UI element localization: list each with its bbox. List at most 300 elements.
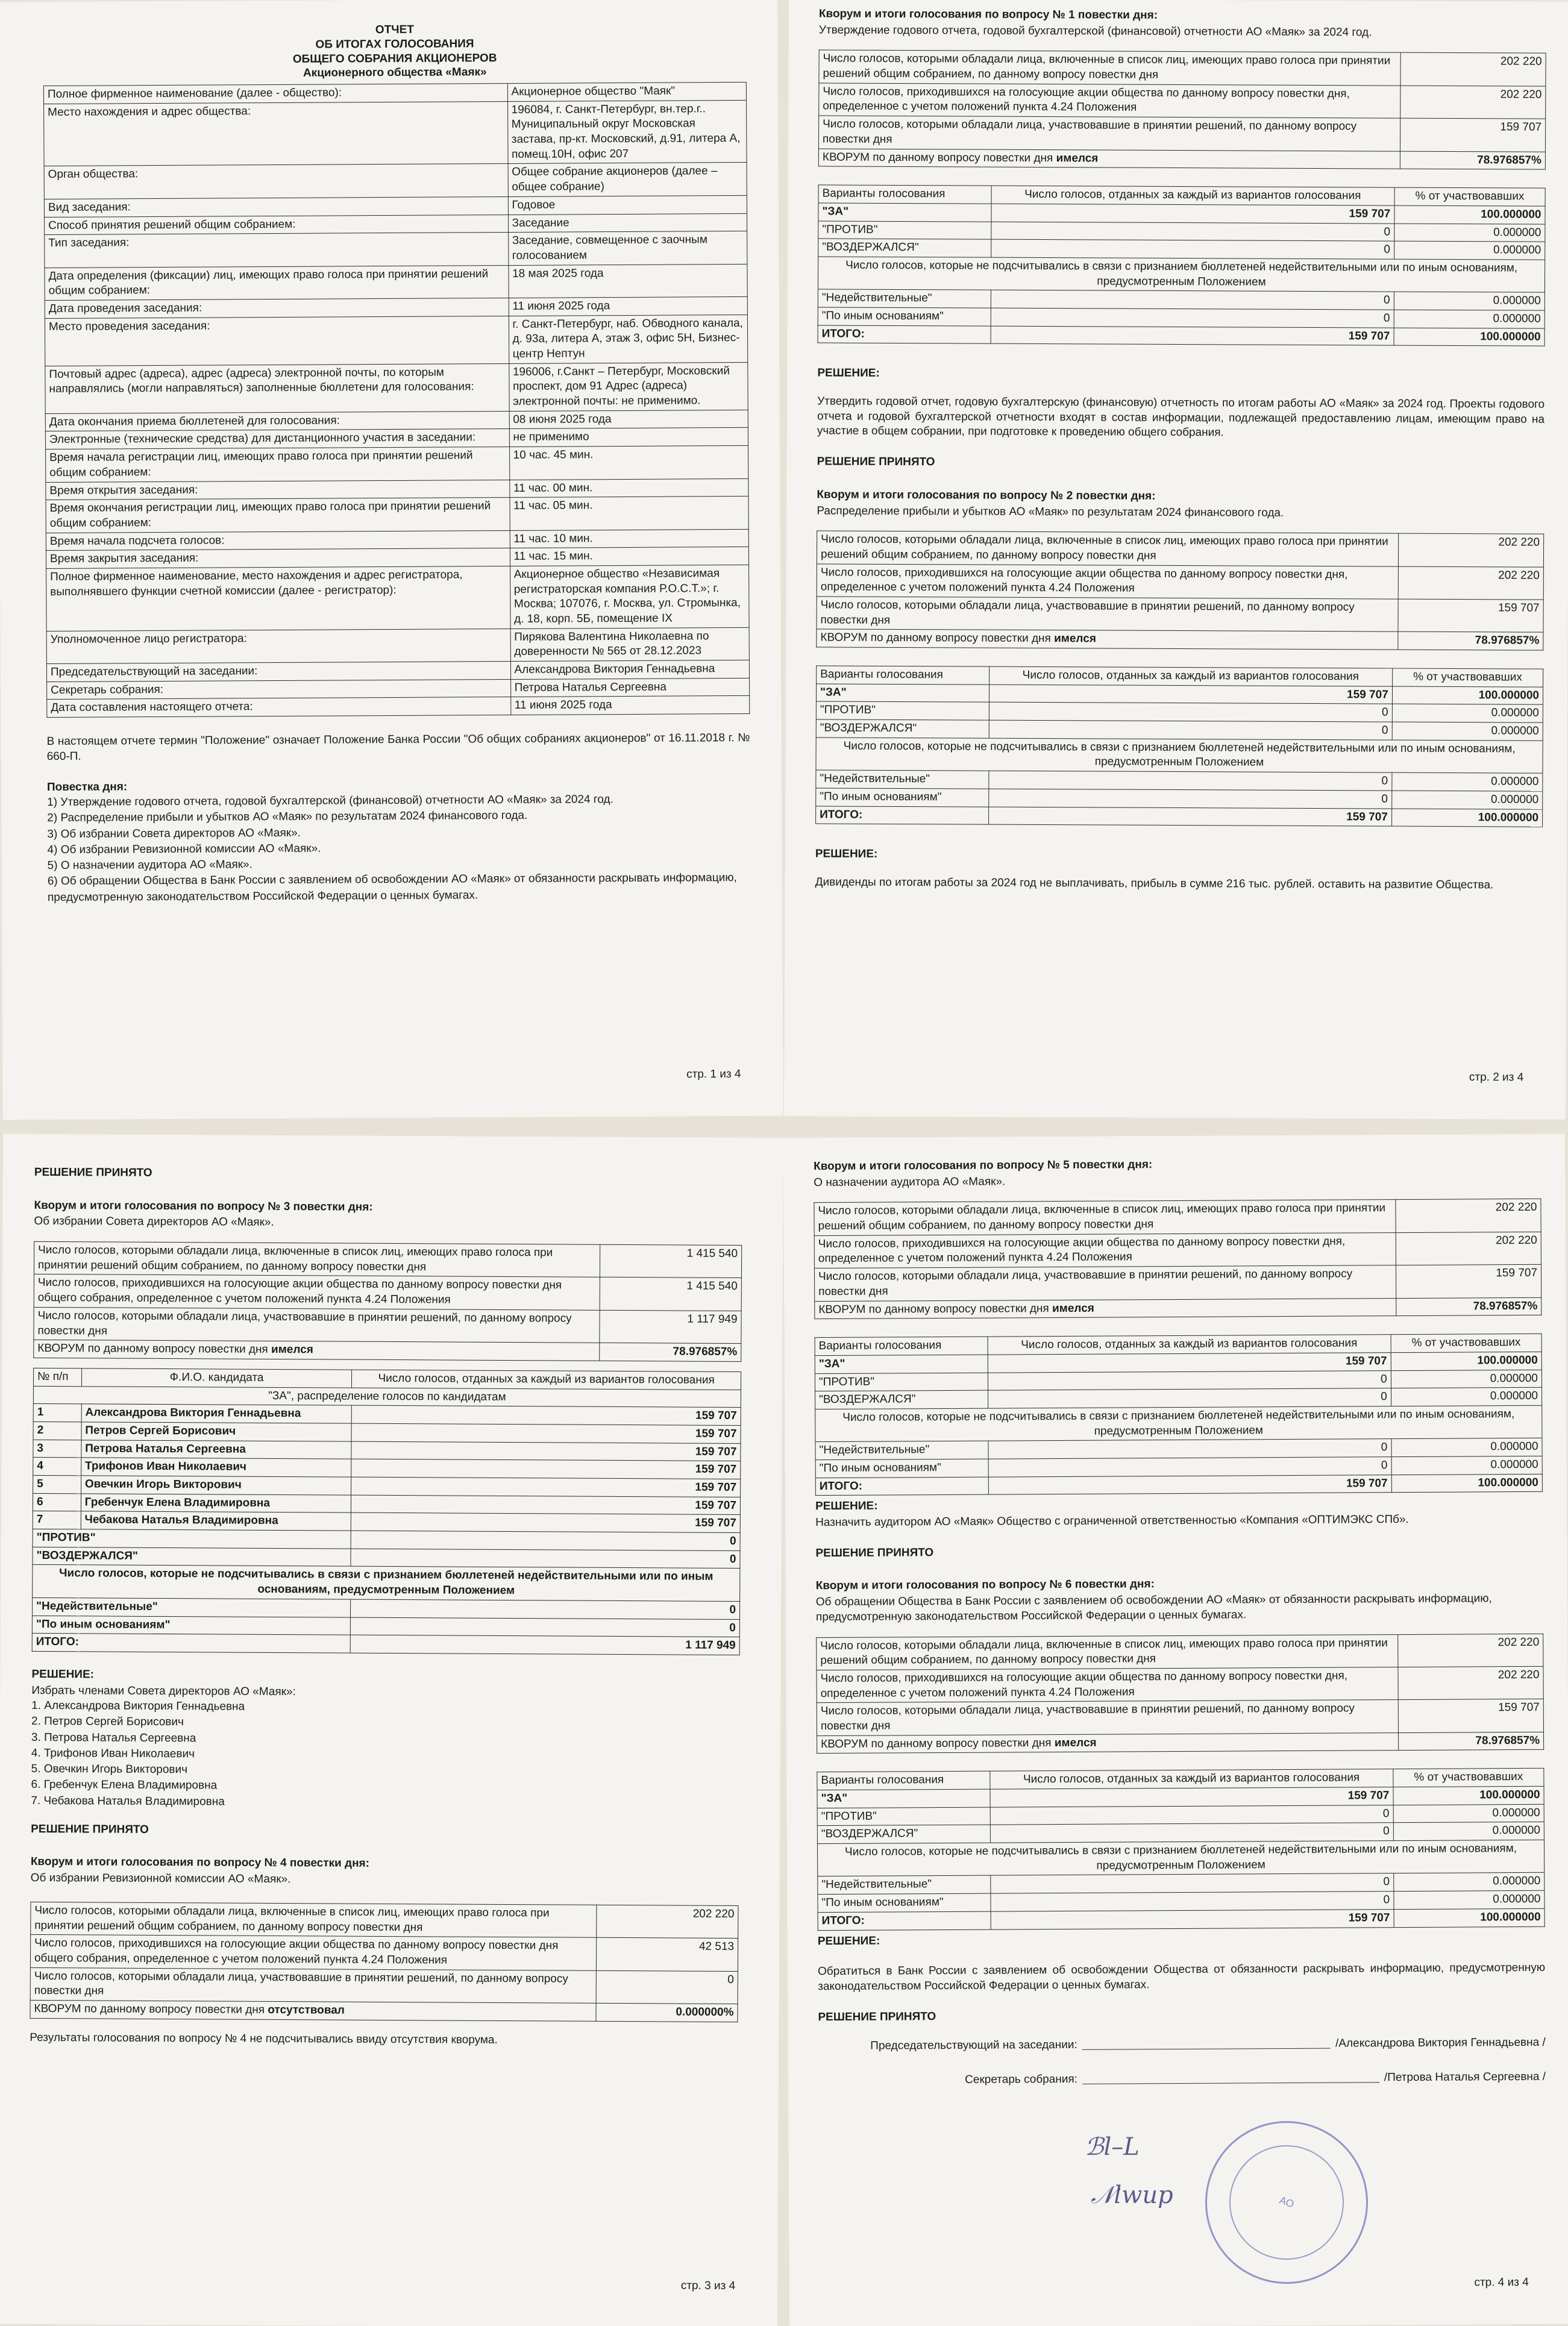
vote-count: 0: [351, 1599, 740, 1619]
info-row: [46, 627, 749, 663]
q1-decision: Утвердить годовой отчет, годовую бухгалтерскую (финансовую) отчетность по итогам работы АО «Маяк» за 2024 год. Проекты годового отчета и годовой бухгалтерской отчетности входят в состав информации, подлежащей предоставлению лицам, имеющим право на участие в общем собрании, при подготовке к проведению общего собрания.: [817, 395, 1545, 439]
vote-percent: 0.000000: [1394, 224, 1545, 242]
candidate-num: 5: [33, 1475, 81, 1493]
info-value: Акционерное общество «Независимая регистраторская компания Р.О.С.Т.»; г. Москва; 107076, г. Москва, ул. Стромынка, д. 18, корп. 5Б, помещение IX: [510, 565, 749, 629]
quorum-value: 159 707: [1398, 1699, 1543, 1733]
vote-option: "ЗА": [817, 1789, 990, 1808]
quorum-percent: 78.976857%: [1396, 1297, 1541, 1316]
header-count: Число голосов, отданных за каждый из вариантов голосования: [989, 1769, 1393, 1789]
vote-option: "По иным основаниям": [818, 307, 991, 326]
q3-title: Кворум и итоги голосования по вопросу № 3 повестки дня:: [34, 1199, 373, 1214]
q5-decision-label: РЕШЕНИЕ:: [815, 1499, 878, 1513]
vote-percent: 0.000000: [1394, 310, 1544, 328]
quorum-label: Число голосов, приходившихся на голосующие акции общества по данному вопросу повестки дня, определенное с учетом положений пункта 4.24 Положения: [817, 563, 1398, 599]
quorum-label: Число голосов, которыми обладали лица, участвовавшие в принятии решений, по данному вопросу повестки дня: [34, 1307, 600, 1343]
not-counted-label: Число голосов, которые не подсчитывались в связи с признанием бюллетеней недействительными или по иным основаниям, предусмотренным Положением: [817, 1840, 1544, 1876]
info-label: Электронные (технические средства) для дистанционного участия в заседании:: [45, 429, 509, 450]
info-value: г. Санкт-Петербург, наб. Обводного канала, д. 93а, литера А, этаж 3, офис 5Н, Бизнес-центр Нептун: [509, 315, 748, 363]
vote-percent: 0.000000: [1394, 1890, 1544, 1909]
info-label: Дата проведения заседания:: [45, 298, 509, 318]
page-number: стр. 1 из 4: [686, 1068, 741, 1081]
vote-row: [815, 1474, 1542, 1496]
vote-option: "По иным основаниям": [815, 1459, 988, 1478]
candidate-votes: 159 707: [351, 1513, 740, 1533]
quorum-value: 202 220: [1398, 566, 1543, 600]
vote-count: 0: [991, 239, 1394, 259]
candidate-votes: 159 707: [351, 1441, 741, 1461]
report-title: ОТЧЕТ ОБ ИТОГАХ ГОЛОСОВАНИЯ ОБЩЕГО СОБРАНИЯ АКЦИОНЕРОВ Акционерного общества «Маяк»: [292, 23, 497, 80]
info-value: 196006, г.Санкт – Петербург, Московский проспект, дом 91 Адрес (адреса) электронной почты: не применимо.: [509, 362, 748, 411]
info-label: Тип заседания:: [45, 233, 509, 268]
chair-name: /Александрова Виктория Геннадьевна /: [1335, 2036, 1546, 2050]
elected-member: 7. Чебакова Наталья Владимировна: [31, 1794, 225, 1808]
vote-count: 0: [988, 1388, 1391, 1408]
agenda-item: 6) Об обращении Общества в Банк России с заявлением об освобождении АО «Маяк» от обязанности раскрывать информацию, предусмотренную законодательством Российской Федерации о ценных бумагах.: [47, 871, 737, 904]
quorum-row: [34, 1307, 741, 1344]
info-value: Александрова Виктория Геннадьевна: [510, 660, 750, 679]
vote-count: 0: [991, 308, 1394, 328]
vote-option: "ПРОТИВ": [818, 221, 991, 239]
secretary-signature-line: [1082, 2071, 1379, 2084]
vote-percent: 0.000000: [1391, 1388, 1541, 1406]
vote-option: "Недействительные": [818, 1876, 991, 1895]
quorum-table: [816, 1633, 1544, 1754]
votes-table: [815, 1334, 1543, 1496]
not-counted-row: [816, 738, 1543, 774]
vote-percent: 0.000000: [1394, 241, 1544, 260]
q5-decision: Назначить аудитором АО «Маяк» Общество с ограниченной ответственностью «Компания «ОПТИМЭКС СПб».: [815, 1513, 1409, 1529]
vote-percent: 100.000000: [1393, 1786, 1544, 1805]
vote-option: "ПРОТИВ": [815, 1373, 988, 1391]
quorum-row: [817, 1666, 1543, 1703]
page-number: стр. 3 из 4: [680, 2279, 736, 2293]
quorum-label: [30, 2000, 596, 2021]
vote-count: 0: [989, 720, 1392, 740]
quorum-total-row: [34, 1340, 741, 1362]
agenda-item: 5) О назначении аудитора АО «Маяк».: [47, 858, 252, 873]
quorum-prefix: КВОРУМ по данному вопросу повестки дня: [822, 150, 1053, 165]
q5-subtitle: О назначении аудитора АО «Маяк».: [814, 1175, 1006, 1189]
quorum-row: [817, 1634, 1543, 1670]
vote-option: "ВОЗДЕРЖАЛСЯ": [817, 1825, 990, 1844]
header-num: № п/п: [33, 1368, 81, 1386]
spacer: [814, 1319, 1541, 1334]
quorum-table: [816, 531, 1544, 651]
vote-count: 159 707: [991, 326, 1394, 346]
agenda-list: [47, 791, 751, 906]
info-label: Время окончания регистрации лиц, имеющих право голоса при принятии решений общим собранием:: [46, 498, 510, 533]
quorum-status: имелся: [1056, 151, 1099, 165]
q4-quorum: [30, 1902, 738, 2022]
vote-option: "ВОЗДЕРЖАЛСЯ": [33, 1547, 351, 1566]
info-label: Вид заседания:: [44, 196, 508, 217]
q5-results: [814, 1199, 1543, 1496]
vote-count: 0: [351, 1531, 740, 1550]
q3-quorum: [33, 1241, 742, 1362]
quorum-total-row: [815, 1297, 1541, 1319]
candidates-table: [32, 1368, 741, 1655]
votes-table: [815, 665, 1543, 827]
info-value: Пирякова Валентина Николаевна по доверенности № 565 от 28.12.2023: [510, 627, 750, 661]
quorum-total-row: [817, 1732, 1544, 1754]
vote-count: 159 707: [988, 1353, 1391, 1373]
info-value: Петрова Наталья Сергеевна: [510, 678, 750, 697]
info-label: Секретарь собрания:: [47, 679, 511, 700]
quorum-value: 202 220: [1396, 1199, 1541, 1233]
vote-option: "ЗА": [816, 684, 989, 703]
q6-decision-label: РЕШЕНИЕ:: [817, 1934, 880, 1948]
header-name: Ф.И.О. кандидата: [81, 1368, 352, 1388]
info-row: [46, 497, 748, 533]
quorum-prefix: КВОРУМ по данному вопросу повестки дня: [821, 1736, 1052, 1751]
info-value: 10 час. 45 мин.: [509, 446, 748, 480]
q6-results: [816, 1633, 1545, 1930]
quorum-status: имелся: [1052, 1302, 1094, 1315]
candidate-name: Петров Сергей Борисович: [81, 1422, 352, 1441]
q4-title: Кворум и итоги голосования по вопросу № 4 повестки дня:: [30, 1855, 370, 1870]
vote-percent: 0.000000: [1394, 292, 1544, 310]
q3-subtitle: Об избрании Совета директоров АО «Маяк».: [34, 1215, 274, 1229]
page-number: стр. 4 из 4: [1474, 2276, 1529, 2289]
secretary-signature-row: [818, 2070, 1546, 2089]
q3-decision-intro: Избрать членами Совета директоров АО «Маяк»:: [31, 1684, 296, 1698]
info-row: [45, 231, 747, 268]
vote-option: "ПРОТИВ": [33, 1529, 351, 1548]
q2-title: Кворум и итоги голосования по вопросу № 2 повестки дня:: [817, 488, 1156, 503]
quorum-total-row: [30, 2000, 738, 2022]
header-options: Варианты голосования: [818, 185, 991, 204]
not-counted-row: [815, 1405, 1542, 1442]
info-value: 11 час. 15 мин.: [510, 547, 749, 566]
secretary-label: Секретарь собрания:: [965, 2072, 1078, 2086]
quorum-prefix: КВОРУМ по данному вопросу повестки дня: [34, 2002, 265, 2016]
quorum-value: 1 415 540: [600, 1244, 742, 1278]
not-counted-label: Число голосов, которые не подсчитывались в связи с признанием бюллетеней недействительными или по иным основаниям, предусмотренным Положением: [818, 257, 1544, 293]
vote-option: "Недействительные": [815, 1441, 988, 1459]
quorum-table: [33, 1241, 742, 1362]
quorum-prefix: КВОРУМ по данному вопросу повестки дня: [818, 1302, 1049, 1316]
quorum-value: 202 220: [1396, 1232, 1541, 1265]
quorum-row: [34, 1274, 741, 1311]
agenda-item: 1) Утверждение годового отчета, годовой бухгалтерской (финансовой) отчетности АО «Маяк» за 2024 год.: [47, 793, 613, 809]
candidate-num: 4: [33, 1458, 81, 1476]
candidate-name: Чебакова Наталья Владимировна: [81, 1511, 351, 1531]
quorum-value: 42 513: [597, 1938, 738, 1972]
quorum-percent: 78.976857%: [1398, 632, 1543, 650]
candidate-name: Петрова Наталья Сергеевна: [81, 1440, 352, 1459]
quorum-label: Число голосов, приходившихся на голосующие акции общества по данному вопросу повестки дня общего собрания, определенное с учетом положений пункта 4.24 Положения: [34, 1274, 600, 1310]
quorum-label: Число голосов, приходившихся на голосующие акции общества по данному вопросу повестки дня, определенное с учетом положений пункта 4.24 Положения: [814, 1232, 1396, 1268]
quorum-table: [30, 1902, 738, 2022]
quorum-row: [817, 531, 1543, 567]
vote-count: 0: [990, 1805, 1393, 1825]
quorum-table: [818, 50, 1546, 170]
vote-count: 159 707: [990, 1787, 1393, 1807]
quorum-label: Число голосов, которыми обладали лица, участвовавшие в принятии решений, по данному вопросу повестки дня: [30, 1967, 596, 2003]
info-row: [45, 362, 748, 413]
quorum-label: Число голосов, которыми обладали лица, участвовавшие в принятии решений, по данному вопросу повестки дня: [814, 1265, 1396, 1301]
info-value: не применимо: [509, 428, 748, 447]
spacer: [818, 171, 1546, 184]
vote-percent: 100.000000: [1394, 205, 1545, 224]
quorum-prefix: КВОРУМ по данному вопросу повестки дня: [37, 1342, 268, 1356]
info-row: [46, 446, 748, 482]
info-value: Годовое: [508, 195, 747, 215]
quorum-value: 1 117 949: [600, 1310, 741, 1344]
quorum-value: 202 220: [1397, 1634, 1543, 1667]
chair-signature-line: [1082, 2037, 1331, 2050]
info-label: Полное фирменное наименование (далее - общество):: [43, 83, 507, 104]
info-label: Время закрытия заседания:: [46, 548, 510, 569]
quorum-status: имелся: [271, 1343, 313, 1356]
report-page-1: [0, 0, 783, 1120]
vote-percent: 0.000000: [1392, 722, 1543, 741]
term-definition: В настоящем отчете термин "Положение" означает Положение Банка России "Об общих собраниях акционеров" от 16.11.2018 г. № 660-П.: [46, 732, 750, 763]
vote-option: "ЗА": [818, 203, 991, 222]
q6-title: Кворум и итоги голосования по вопросу № 6 повестки дня:: [815, 1578, 1155, 1593]
candidate-name: Гребенчук Елена Владимировна: [81, 1493, 351, 1513]
quorum-value: 159 707: [1400, 118, 1545, 151]
q3-accepted: РЕШЕНИЕ ПРИНЯТО: [31, 1822, 149, 1836]
q4-note: Результаты голосования по вопросу № 4 не подсчитывались ввиду отсутствия кворума.: [30, 2031, 498, 2046]
q2-decision-label: РЕШЕНИЕ:: [815, 847, 878, 861]
quorum-row: [30, 1935, 738, 1972]
info-value: 08 июня 2025 года: [509, 410, 748, 429]
info-value: 18 мая 2025 года: [508, 264, 747, 298]
quorum-label: Число голосов, которыми обладали лица, участвовавшие в принятии решений, по данному вопросу повестки дня: [817, 597, 1398, 632]
info-value: 11 июня 2025 года: [510, 696, 750, 715]
not-counted-label: Число голосов, которые не подсчитывались в связи с признанием бюллетеней недействительными или по иным основаниям, предусмотренным Положением: [815, 1405, 1542, 1442]
quorum-percent: 0.000000%: [596, 2003, 738, 2022]
info-label: Место проведения заседания:: [45, 316, 509, 366]
info-row: [46, 565, 750, 631]
quorum-row: [31, 1902, 738, 1939]
vote-percent: 100.000000: [1394, 1908, 1544, 1927]
elected-member: 1. Александрова Виктория Геннадьевна: [31, 1699, 245, 1713]
vote-option: "По иным основаниям": [816, 788, 989, 807]
quorum-value: 159 707: [1396, 1264, 1541, 1298]
vote-option: "Недействительные": [32, 1597, 350, 1617]
vote-percent: 0.000000: [1393, 1804, 1544, 1823]
q3-decision-label: РЕШЕНИЕ:: [31, 1667, 95, 1681]
stamp-inner-ring: АО: [1213, 2129, 1360, 2276]
distribution-label: "ЗА", распределение голосов по кандидатам: [33, 1386, 741, 1408]
header-options: Варианты голосования: [817, 666, 989, 685]
vote-row: [818, 325, 1544, 346]
quorum-row: [817, 563, 1543, 600]
vote-percent: 100.000000: [1394, 328, 1544, 346]
quorum-prefix: КВОРУМ по данному вопросу повестки дня: [820, 631, 1051, 645]
quorum-row: [818, 116, 1545, 152]
q6-decision: Обратиться в Банк России с заявлением об освобождении Общества от обязанности раскрывать информацию, предусмотренную законодательством Российской Федерации о ценных бумагах.: [818, 1961, 1546, 1993]
quorum-row: [34, 1241, 741, 1278]
candidate-votes: 159 707: [351, 1459, 741, 1479]
vote-count: 0: [989, 703, 1392, 723]
quorum-label: Число голосов, приходившихся на голосующие акции общества по данному вопросу повестки дня, определенное с учетом положений пункта 4.24 Положения: [817, 1667, 1398, 1702]
votes-table: [817, 1768, 1544, 1931]
info-label: Дата определения (фиксации) лиц, имеющих право голоса при принятии решений общим собранием:: [45, 265, 509, 300]
info-label: Время начала регистрации лиц, имеющих право голоса при принятии решений общим собранием:: [46, 447, 510, 482]
q1-results: [818, 50, 1546, 346]
quorum-label: Число голосов, приходившихся на голосующие акции общества по данному вопросу повестки дня, определенное с учетом положений пункта 4.24 Положения: [819, 83, 1400, 119]
q2-decision: Дивиденды по итогам работы за 2024 год не выплачивать, прибыль в сумме 216 тыс. рублей. оставить на развитие Общества.: [815, 876, 1494, 892]
quorum-label: Число голосов, которыми обладали лица, участвовавшие в принятии решений, по данному вопросу повестки дня: [817, 1700, 1398, 1735]
info-value: 11 час. 00 мин.: [509, 478, 748, 498]
quorum-total-row: [817, 629, 1543, 650]
vote-count: 159 707: [988, 1475, 1391, 1494]
chair-label: Председательствующий на заседании:: [870, 2039, 1077, 2052]
vote-option: "ПРОТИВ": [817, 1807, 990, 1826]
vote-count: 0: [990, 1892, 1393, 1911]
vote-option: ИТОГО:: [818, 1911, 991, 1930]
quorum-label: [817, 1732, 1399, 1754]
q6-accepted: РЕШЕНИЕ ПРИНЯТО: [818, 2010, 936, 2023]
quorum-value: 202 220: [1398, 1666, 1543, 1700]
secretary-signature: 𝒩lwup: [1091, 2181, 1173, 2209]
vote-percent: 0.000000: [1392, 704, 1543, 723]
candidate-num: 1: [33, 1404, 81, 1422]
info-row: [45, 315, 747, 366]
candidate-name: Александрова Виктория Геннадьевна: [81, 1404, 352, 1423]
quorum-label: [34, 1340, 600, 1361]
vote-count: 0: [988, 1457, 1391, 1477]
header-votes: Число голосов, отданных за каждый из вариантов голосования: [352, 1370, 741, 1390]
quorum-value: 202 220: [1400, 52, 1546, 86]
vote-option: "ВОЗДЕРЖАЛСЯ": [815, 1390, 988, 1409]
vote-percent: 100.000000: [1391, 1352, 1541, 1370]
agenda-title: Повестка дня:: [46, 780, 128, 794]
candidate-num: 6: [33, 1493, 81, 1511]
info-value: 11 час. 10 мин.: [510, 529, 749, 548]
quorum-status: имелся: [1054, 632, 1096, 645]
vote-option: "ВОЗДЕРЖАЛСЯ": [818, 239, 991, 257]
info-label: Уполномоченное лицо регистратора:: [46, 629, 510, 663]
info-label: Дата составления настоящего отчета:: [47, 697, 511, 718]
quorum-percent: 78.976857%: [1400, 151, 1545, 170]
report-page-3: [0, 1134, 783, 2326]
quorum-row: [814, 1232, 1541, 1268]
q4-subtitle: Об избрании Ревизионной комиссии АО «Маяк».: [30, 1872, 291, 1886]
info-label: Полное фирменное наименование, место нахождения и адрес регистратора, выполнявшего функции счетной комиссии (далее - регистратор):: [46, 566, 510, 631]
elected-member: 4. Трифонов Иван Николаевич: [31, 1746, 195, 1761]
info-row: [44, 163, 747, 199]
quorum-table: [814, 1199, 1541, 1319]
quorum-row: [817, 597, 1543, 633]
q2-results: [815, 531, 1544, 827]
quorum-total-row: [818, 148, 1545, 169]
vote-option: "По иным основаниям": [32, 1616, 350, 1635]
quorum-label: Число голосов, которыми обладали лица, участвовавшие в принятии решений, по данному вопросу повестки дня: [818, 116, 1400, 151]
header-count: Число голосов, отданных за каждый из вариантов голосования: [991, 186, 1394, 205]
quorum-status: имелся: [1054, 1736, 1097, 1749]
q1-accepted: РЕШЕНИЕ ПРИНЯТО: [817, 455, 935, 469]
vote-row: [32, 1634, 739, 1655]
vote-row: [818, 1908, 1544, 1930]
q5-accepted: РЕШЕНИЕ ПРИНЯТО: [815, 1546, 934, 1560]
vote-count: 159 707: [989, 685, 1392, 704]
agenda-item: 2) Распределение прибыли и убытков АО «Маяк» по результатам 2024 финансового года.: [47, 809, 528, 825]
vote-option: "Недействительные": [818, 289, 991, 308]
q5-title: Кворум и итоги голосования по вопросу № 5 повестки дня:: [814, 1158, 1153, 1173]
info-label: Время открытия заседания:: [46, 480, 510, 500]
quorum-label: Число голосов, которыми обладали лица, включенные в список лиц, имеющих право голоса при принятии решений общим собранием, по данному вопросу повестки дня: [817, 531, 1398, 566]
vote-count: 0: [988, 1370, 1391, 1390]
header-options: Варианты голосования: [817, 1771, 990, 1790]
candidate-num: 3: [33, 1440, 81, 1458]
header-count: Число голосов, отданных за каждый из вариантов голосования: [988, 1335, 1391, 1355]
info-label: Орган общества:: [44, 164, 508, 199]
quorum-value: 202 220: [1400, 86, 1545, 119]
not-counted-label: Число голосов, которые не подсчитывались в связи с признанием бюллетеней недействительными или по иным основаниям, предусмотренным Положением: [33, 1565, 740, 1602]
quorum-label: [818, 148, 1400, 169]
vote-option: "Недействительные": [816, 770, 989, 789]
vote-option: ИТОГО:: [816, 806, 989, 824]
chair-signature: ℬl–L: [1085, 2133, 1140, 2161]
quorum-label: Число голосов, которыми обладали лица, включенные в список лиц, имеющих право голоса при принятии решений общим собранием, по данному вопросу повестки дня: [817, 1634, 1398, 1670]
vote-count: 0: [991, 222, 1394, 242]
quorum-label: [815, 1298, 1396, 1319]
vote-count: 159 707: [991, 204, 1394, 224]
chair-signature-row: [818, 2036, 1546, 2054]
vote-percent: 0.000000: [1392, 773, 1543, 791]
header-percent: % от участвовавших: [1393, 1769, 1544, 1787]
vote-count: 0: [988, 1439, 1391, 1459]
info-value: 11 час. 05 мин.: [510, 497, 749, 530]
vote-option: "ПРОТИВ": [816, 701, 989, 720]
quorum-row: [30, 1967, 738, 2004]
candidate-votes: 159 707: [351, 1477, 741, 1497]
quorum-label: Число голосов, приходившихся на голосующие акции общества по данному вопросу повестки дня общего собрания, определенное с учетом положений пункта 4.24 Положения: [30, 1935, 596, 1970]
vote-option: "По иным основаниям": [818, 1893, 991, 1912]
info-label: Время начала подсчета голосов:: [46, 530, 510, 551]
header-percent: % от участвовавших: [1392, 668, 1543, 687]
vote-percent: 0.000000: [1391, 1456, 1542, 1475]
page-number: стр. 2 из 4: [1469, 1071, 1524, 1084]
quorum-row: [819, 50, 1546, 86]
vote-row: [816, 806, 1543, 827]
header-percent: % от участвовавших: [1394, 187, 1545, 206]
spacer: [817, 1754, 1544, 1768]
info-value: 11 июня 2025 года: [509, 296, 748, 316]
quorum-value: 159 707: [1398, 599, 1543, 632]
vote-count: 0: [990, 1823, 1393, 1843]
votes-table: [818, 185, 1546, 346]
vote-percent: 0.000000: [1393, 1822, 1544, 1841]
report-page-4: [783, 1134, 1568, 2326]
vote-percent: 100.000000: [1391, 1474, 1542, 1493]
quorum-label: Число голосов, которыми обладали лица, включенные в список лиц, имеющих право голоса при принятии решений общим собранием, по данному вопросу повестки дня: [814, 1200, 1396, 1235]
spacer: [816, 651, 1543, 665]
info-value: Заседание: [508, 213, 747, 233]
vote-percent: 0.000000: [1391, 791, 1542, 809]
info-row: [45, 264, 747, 300]
quorum-label: Число голосов, которыми обладали лица, включенные в список лиц, имеющих право голоса при принятии решений общим собранием, по данному вопросу повестки дня: [34, 1241, 600, 1277]
quorum-row: [817, 1699, 1543, 1736]
vote-percent: 100.000000: [1392, 686, 1543, 705]
header-count: Число голосов, отданных за каждый из вариантов голосования: [989, 666, 1392, 686]
info-label: Способ принятия решений общим собранием:: [45, 215, 509, 235]
vote-option: ИТОГО:: [818, 325, 991, 344]
q2-accepted: РЕШЕНИЕ ПРИНЯТО: [34, 1165, 152, 1179]
vote-count: 159 707: [988, 807, 1391, 827]
candidate-name: Трифонов Иван Николаевич: [81, 1458, 351, 1477]
info-value: Общее собрание акционеров (далее – общее собрание): [508, 163, 747, 196]
header-percent: % от участвовавших: [1391, 1334, 1541, 1353]
elected-member: 3. Петрова Наталья Сергеевна: [31, 1731, 196, 1745]
quorum-row: [814, 1264, 1541, 1301]
info-label: Дата окончания приема бюллетеней для голосования:: [45, 411, 509, 431]
vote-count: 0: [990, 1873, 1393, 1893]
